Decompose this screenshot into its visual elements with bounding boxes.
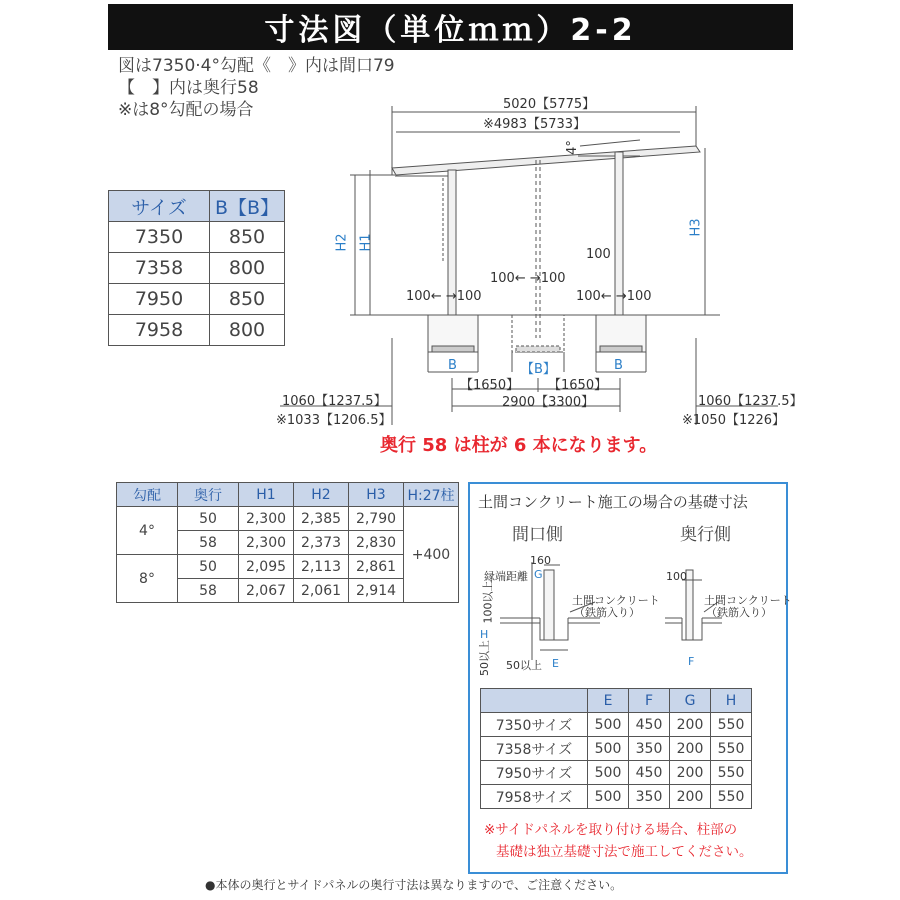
table-cell: 2,373 xyxy=(294,531,349,555)
front-50-horizontal-label: 50以上 xyxy=(506,659,542,672)
table-row xyxy=(481,713,752,737)
h3-label: H3 xyxy=(688,218,704,237)
front-h-label: H xyxy=(480,628,489,641)
table-cell: 7950サイズ xyxy=(481,761,588,785)
table-header-row xyxy=(117,483,459,507)
half-right-label: 【1650】 xyxy=(548,378,608,393)
front-side-label: 間口側 xyxy=(512,525,563,545)
table-cell: 800 xyxy=(210,253,285,284)
table-cell: 450 xyxy=(629,713,670,737)
h2-label: H2 xyxy=(334,233,350,252)
slope-cell: 4° xyxy=(117,507,178,555)
table-cell: 2,067 xyxy=(239,579,294,603)
table-cell: 2,861 xyxy=(349,555,404,579)
table-cell: 500 xyxy=(588,761,629,785)
table-cell: 58 xyxy=(178,579,239,603)
table-header-cell: E xyxy=(588,689,629,713)
table-cell: 7358 xyxy=(109,253,210,284)
spec-table xyxy=(116,482,459,603)
front-rebar-label: （鉄筋入り） xyxy=(574,606,640,619)
slope-cell: 8° xyxy=(117,555,178,603)
size-table xyxy=(108,190,285,346)
table-cell: 2,061 xyxy=(294,579,349,603)
top-width-alt-label: ※4983【5733】 xyxy=(483,117,587,132)
table-cell: 550 xyxy=(711,761,752,785)
table-header-cell: G xyxy=(670,689,711,713)
table-row xyxy=(481,761,752,785)
table-cell: 7350 xyxy=(109,222,210,253)
table-row xyxy=(481,737,752,761)
foundation-warning-line-2: 基礎は独立基礎寸法で施工してください。 xyxy=(496,844,753,860)
table-cell: 50 xyxy=(178,507,239,531)
table-cell: 500 xyxy=(588,785,629,809)
table-cell: 58 xyxy=(178,531,239,555)
table-cell: 2,113 xyxy=(294,555,349,579)
table-cell: 2,790 xyxy=(349,507,404,531)
front-concrete-label: 土間コンクリート xyxy=(572,594,660,607)
table-cell: 350 xyxy=(629,737,670,761)
table-cell: 500 xyxy=(588,737,629,761)
front-50-vertical-label: 50以上 xyxy=(478,640,491,676)
h27-cell: +400 xyxy=(404,507,459,603)
table-cell: 550 xyxy=(711,737,752,761)
page-title: 寸法図（単位ｍｍ）2-2 xyxy=(108,4,793,50)
table-cell: 2,300 xyxy=(239,507,294,531)
foundation-table xyxy=(480,688,752,809)
table-header-cell: F xyxy=(629,689,670,713)
footer-note: ●本体の奥行とサイドパネルの奥行寸法は異なりますので、ご注意ください。 xyxy=(205,878,623,892)
table-row xyxy=(109,253,285,284)
table-header-row xyxy=(109,191,285,222)
depth-100-label: 100 xyxy=(666,570,687,583)
b-right-label: B xyxy=(614,358,623,373)
front-g-label: G xyxy=(534,568,543,581)
depth-rebar-label: （鉄筋入り） xyxy=(706,606,772,619)
table-cell: 450 xyxy=(629,761,670,785)
table-cell: 200 xyxy=(670,713,711,737)
b-left-label: B xyxy=(448,358,457,373)
left-overhang-alt-label: ※1033【1206.5】 xyxy=(276,413,392,428)
table-cell: 7958 xyxy=(109,315,210,346)
note-line-3: ※は8°勾配の場合 xyxy=(118,100,254,120)
table-header-cell: H xyxy=(711,689,752,713)
table-row xyxy=(109,315,285,346)
table-cell: 850 xyxy=(210,284,285,315)
dim-100-pair-left: 100← →100 xyxy=(406,289,482,304)
table-cell: 200 xyxy=(670,785,711,809)
table-row xyxy=(109,284,285,315)
front-e-label: E xyxy=(552,657,559,670)
table-header-cell xyxy=(481,689,588,713)
left-overhang-label: 1060【1237.5】 xyxy=(282,394,387,409)
table-cell: 50 xyxy=(178,555,239,579)
right-overhang-label: 1060【1237.5】 xyxy=(698,394,803,409)
table-cell: 2,830 xyxy=(349,531,404,555)
table-cell: 550 xyxy=(711,713,752,737)
dim-100-pair-right: 100← →100 xyxy=(576,289,652,304)
table-cell: 350 xyxy=(629,785,670,809)
depth-concrete-label: 土間コンクリート xyxy=(704,594,792,607)
depth-side-label: 奥行側 xyxy=(680,525,731,545)
foundation-warning-line-1: ※サイドパネルを取り付ける場合、柱部の xyxy=(484,822,738,838)
table-cell: 2,914 xyxy=(349,579,404,603)
h2-header: H2 xyxy=(294,483,349,507)
front-100-over-label: 100以上 xyxy=(481,580,495,624)
b-header: B【B】 xyxy=(210,191,285,222)
size-header: サイズ xyxy=(109,191,210,222)
table-row xyxy=(117,507,459,531)
front-160-label: 160 xyxy=(530,554,551,567)
h1-label: H1 xyxy=(358,233,374,252)
h27-header: H:27柱 xyxy=(404,483,459,507)
h1-header: H1 xyxy=(239,483,294,507)
top-width-label: 5020【5775】 xyxy=(503,97,596,112)
foundation-title: 土間コンクリート施工の場合の基礎寸法 xyxy=(478,493,748,511)
h3-header: H3 xyxy=(349,483,404,507)
note-line-1: 図は7350·4°勾配《 》内は間口79 xyxy=(118,56,395,76)
table-cell: 7350サイズ xyxy=(481,713,588,737)
table-cell: 500 xyxy=(588,713,629,737)
half-left-label: 【1650】 xyxy=(460,378,520,393)
table-cell: 200 xyxy=(670,761,711,785)
dim-100-pair-center: 100← →100 xyxy=(490,271,566,286)
table-cell: 2,385 xyxy=(294,507,349,531)
right-overhang-alt-label: ※1050【1226】 xyxy=(682,413,786,428)
pillar-note: 奥行 58 は柱が 6 本になります。 xyxy=(380,435,658,456)
table-cell: 7958サイズ xyxy=(481,785,588,809)
depth-f-label: F xyxy=(688,655,695,668)
slope-header: 勾配 xyxy=(117,483,178,507)
note-line-2: 【 】内は奥行58 xyxy=(118,78,259,98)
angle-label: 4° xyxy=(564,140,580,155)
table-cell: 2,300 xyxy=(239,531,294,555)
table-row xyxy=(481,785,752,809)
dim-100-label: 100 xyxy=(586,247,611,262)
table-cell: 200 xyxy=(670,737,711,761)
front-edge-label: 縁端距離 xyxy=(484,570,528,583)
depth-header: 奥行 xyxy=(178,483,239,507)
table-cell: 850 xyxy=(210,222,285,253)
table-header-row xyxy=(481,689,752,713)
table-cell: 800 xyxy=(210,315,285,346)
table-cell: 550 xyxy=(711,785,752,809)
b-center-label: 【B】 xyxy=(521,362,556,377)
table-cell: 2,095 xyxy=(239,555,294,579)
span-label: 2900【3300】 xyxy=(502,395,595,410)
table-cell: 7950 xyxy=(109,284,210,315)
table-cell: 7358サイズ xyxy=(481,737,588,761)
table-row xyxy=(109,222,285,253)
